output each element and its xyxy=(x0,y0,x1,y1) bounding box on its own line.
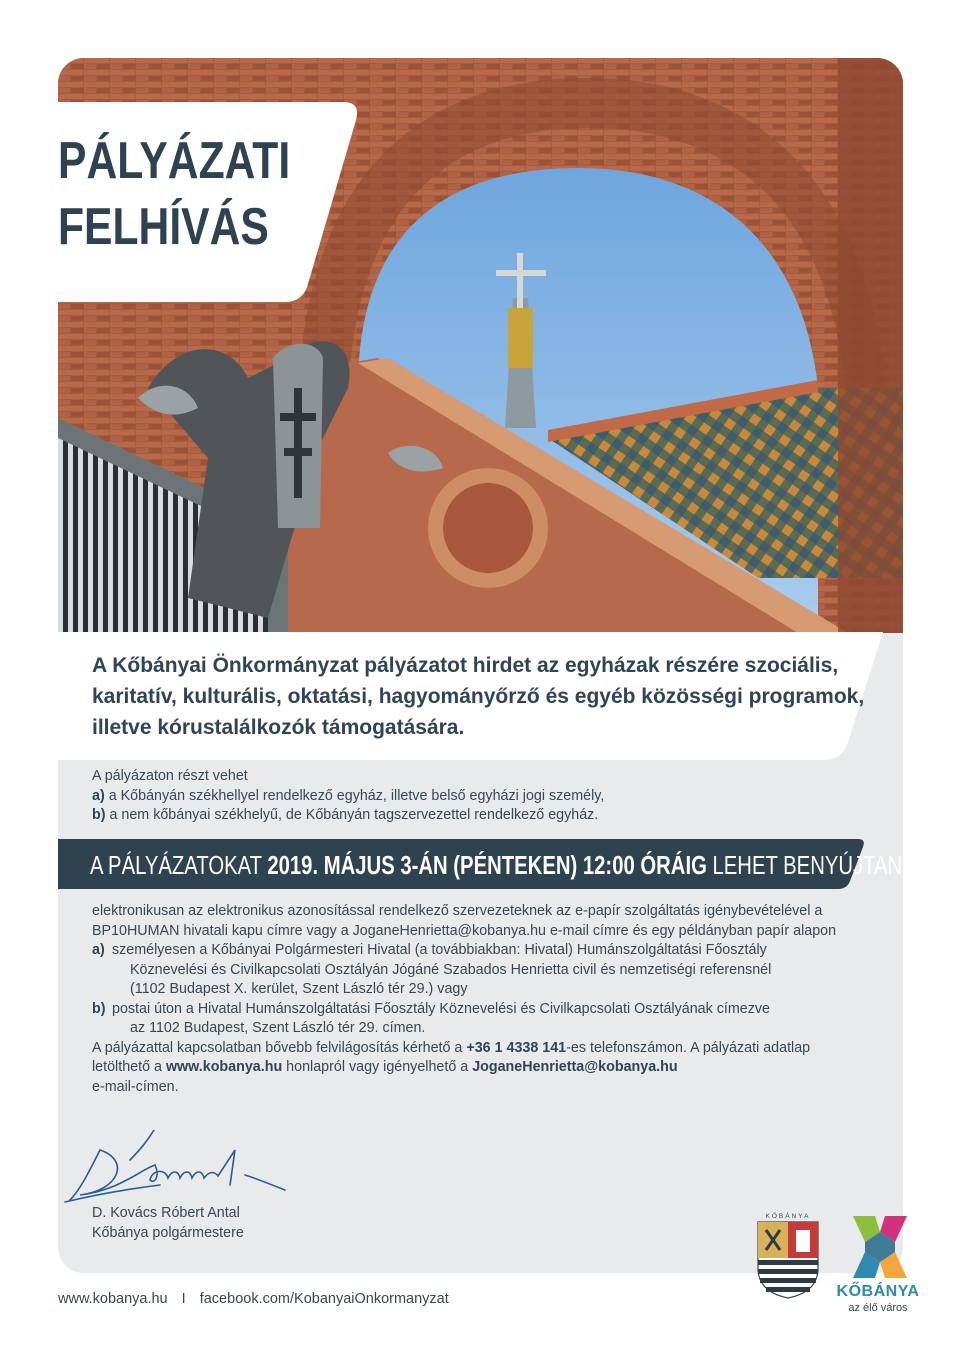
deadline-prefix: A PÁLYÁZATOKAT xyxy=(90,850,262,880)
info-text-1: A pályázattal kapcsolatban bővebb felvilágosítás kérhető a xyxy=(92,1039,463,1056)
signer-role: Kőbánya polgármestere xyxy=(92,1225,244,1241)
details-a-line-3: (1102 Budapest X. kerület, Szent László tér 29.) vagy xyxy=(130,981,468,997)
signer-block xyxy=(92,1203,244,1243)
contact-info xyxy=(92,1039,872,1098)
deadline-banner xyxy=(58,839,908,889)
intro-text: A Kőbányai Önkormányzat pályázatot hirdet az egyházak részére szociális, karitatív, kulturális, oktatási, hagyományőrző és egyéb közösségi programok, illetve kórustalálkozók támogatására. xyxy=(92,654,865,739)
eligibility-item-a xyxy=(92,787,852,807)
label-b: b) xyxy=(92,807,106,823)
info-text-2: -es telefonszámon. A pályázati adatlap letölthető a xyxy=(92,1039,811,1075)
title-line-2: FELHÍVÁS xyxy=(58,198,269,256)
signature-image xyxy=(60,1130,300,1210)
page-title xyxy=(58,128,291,260)
details-item-b xyxy=(92,1000,872,1039)
eligibility-item-b xyxy=(92,806,852,826)
details-item-a xyxy=(92,941,872,1000)
details-intro: elektronikusan az elektronikus azonosítással rendelkező szervezeteknek az e-papír szolgáltatás igénybevételével a BP10HUMAN hivatali kapu címre vagy a JoganeHenrietta@kobanya.hu e-mail címre és egy példányban papír alapon xyxy=(92,903,837,939)
info-text-4: e-mail-címen. xyxy=(92,1078,179,1095)
footer-separator: I xyxy=(181,1291,186,1307)
details-b-line-1: postai úton a Hivatal Humánszolgáltatási Főosztály Köznevelési és Civilkapcsolati Osztályának címezve xyxy=(112,1000,770,1017)
email-link[interactable]: JoganeHenrietta@kobanya.hu xyxy=(472,1059,678,1075)
submission-details xyxy=(92,902,872,1097)
crest-label: KŐBÁNYA xyxy=(765,1213,811,1220)
deadline-date: 2019. MÁJUS 3-ÁN (PÉNTEKEN) 12:00 ÓRÁIG xyxy=(267,850,707,880)
eligibility xyxy=(92,767,852,826)
signer-name: D. Kovács Róbert Antal xyxy=(92,1205,240,1221)
phone-number: +36 1 4338 141 xyxy=(466,1039,567,1056)
deadline-text xyxy=(90,850,908,880)
logo-tagline: az élő város xyxy=(848,1302,908,1314)
footer-website-link[interactable]: www.kobanya.hu xyxy=(58,1291,168,1307)
footer xyxy=(58,1291,449,1307)
website-link[interactable]: www.kobanya.hu xyxy=(165,1059,283,1075)
eligibility-heading: A pályázaton részt vehet xyxy=(92,768,248,784)
footer-facebook-link[interactable]: facebook.com/KobanyaiOnkormanyzat xyxy=(199,1291,449,1307)
details-a-line-1: személyesen a Kőbányai Polgármesteri Hivatal (a továbbiakban: Hivatal) Humánszolgáltatási Főosztály xyxy=(112,942,767,958)
info-text-3: honlapról vagy igényelhető a xyxy=(286,1059,469,1075)
title-line-1: PÁLYÁZATI xyxy=(58,132,291,190)
details-b-line-2: az 1102 Budapest, Szent László tér 29. címen. xyxy=(130,1020,426,1036)
deadline-suffix: LEHET BENYÚJTANI xyxy=(712,850,908,880)
logo-name: KŐBÁNYA xyxy=(836,1283,920,1300)
details-label-b: b) xyxy=(92,1000,106,1017)
eligibility-b-text: a nem kőbányai székhelyű, de Kőbányán tagszervezettel rendelkező egyház. xyxy=(109,807,599,823)
label-a: a) xyxy=(92,787,105,804)
details-a-line-2: Köznevelési és Civilkapcsolati Osztályán Jógáné Szabados Henrietta civil és nemzetiségi referensnél xyxy=(130,961,772,978)
eligibility-a-text: a Kőbányán székhellyel rendelkező egyház, illetve belső egyházi jogi személy, xyxy=(108,787,605,804)
coat-of-arms-icon xyxy=(754,1210,822,1300)
kobanya-logo-icon xyxy=(835,1212,925,1282)
details-label-a: a) xyxy=(92,942,105,958)
